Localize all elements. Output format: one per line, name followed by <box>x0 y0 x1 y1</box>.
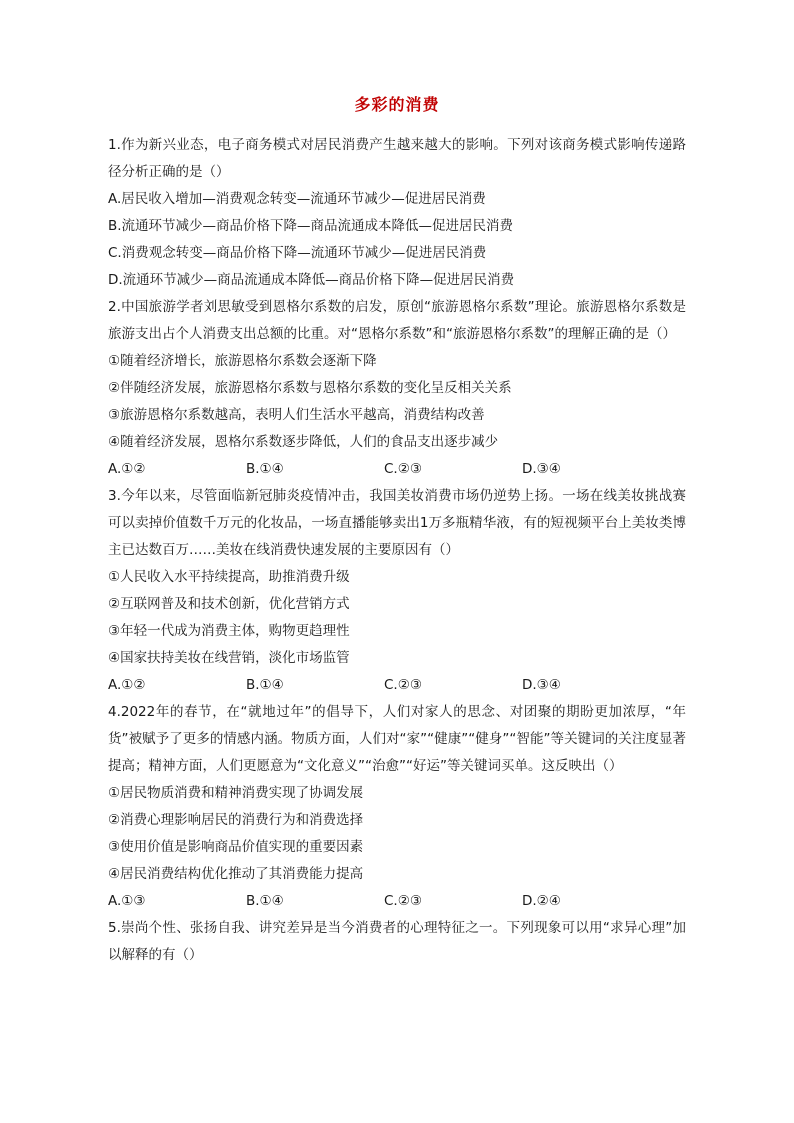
question-stem: 4.2022年的春节，在“就地过年”的倡导下，人们对家人的思念、对团聚的期盼更加浓厚，“年货”被赋予了更多的情感内涵。物质方面，人们对“家”“健康”“健身”“智能”等关键词的关注度显著提高；精神方面，人们更愿意为“文化意义”“治愈”“好运”等关键词买单。这反映出（） <box>108 704 686 774</box>
choice-d: D.③④ <box>522 677 561 693</box>
choice-c: C.②③ <box>384 677 422 693</box>
option-c: C.消费观念转变—商品价格下降—流通环节减少—促进居民消费 <box>108 245 487 261</box>
answer-choices <box>108 888 686 915</box>
question-stem: 2.中国旅游学者刘思敏受到恩格尔系数的启发，原创“旅游恩格尔系数”理论。旅游恩格尔系数是旅游支出占个人消费支出总额的比重。对“恩格尔系数”和“旅游恩格尔系数”的理解正确的是（） <box>108 299 686 342</box>
document-title: 多彩的消费 <box>354 95 440 114</box>
choice-b: B.①④ <box>246 461 284 477</box>
statement-1: ①随着经济增长，旅游恩格尔系数会逐渐下降 <box>108 353 377 369</box>
choice-d: D.②④ <box>522 893 561 909</box>
answer-choices <box>108 456 686 483</box>
question-1 <box>108 132 686 294</box>
question-stem: 5.崇尚个性、张扬自我、讲究差异是当今消费者的心理特征之一。下列现象可以用“求异心理”加以解释的有（） <box>108 920 686 963</box>
statement-2: ②伴随经济发展，旅游恩格尔系数与恩格尔系数的变化呈反相关关系 <box>108 380 512 396</box>
option-d: D.流通环节减少—商品流通成本降低—商品价格下降—促进居民消费 <box>108 272 515 288</box>
statement-3: ③旅游恩格尔系数越高，表明人们生活水平越高，消费结构改善 <box>108 407 485 423</box>
statement-4: ④随着经济发展，恩格尔系数逐步降低，人们的食品支出逐步减少 <box>108 434 499 450</box>
option-a: A.居民收入增加—消费观念转变—流通环节减少—促进居民消费 <box>108 191 486 207</box>
choice-a: A.①③ <box>108 893 146 909</box>
choice-b: B.①④ <box>246 893 284 909</box>
choice-a: A.①② <box>108 677 146 693</box>
choice-c: C.②③ <box>384 461 422 477</box>
answer-choices <box>108 672 686 699</box>
statement-4: ④国家扶持美妆在线营销，淡化市场监管 <box>108 650 350 666</box>
statement-1: ①居民物质消费和精神消费实现了协调发展 <box>108 785 364 801</box>
statement-1: ①人民收入水平持续提高，助推消费升级 <box>108 569 350 585</box>
choice-d: D.③④ <box>522 461 561 477</box>
choice-b: B.①④ <box>246 677 284 693</box>
question-stem: 3.今年以来，尽管面临新冠肺炎疫情冲击，我国美妆消费市场仍逆势上扬。一场在线美妆挑战赛可以卖掉价值数千万元的化妆品，一场直播能够卖出1万多瓶精华液，有的短视频平台上美妆类博主已达数百万……美妆在线消费快速发展的主要原因有（） <box>108 488 686 558</box>
question-2 <box>108 294 686 483</box>
question-4 <box>108 699 686 915</box>
statement-4: ④居民消费结构优化推动了其消费能力提高 <box>108 866 364 882</box>
question-5 <box>108 915 686 969</box>
question-3 <box>108 483 686 699</box>
statement-3: ③使用价值是影响商品价值实现的重要因素 <box>108 839 364 855</box>
statement-3: ③年轻一代成为消费主体，购物更趋理性 <box>108 623 350 639</box>
statement-2: ②互联网普及和技术创新，优化营销方式 <box>108 596 350 612</box>
choice-c: C.②③ <box>384 893 422 909</box>
option-b: B.流通环节减少—商品价格下降—商品流通成本降低—促进居民消费 <box>108 218 514 234</box>
choice-a: A.①② <box>108 461 146 477</box>
question-stem: 1.作为新兴业态，电子商务模式对居民消费产生越来越大的影响。下列对该商务模式影响传递路径分析正确的是（） <box>108 137 686 180</box>
statement-2: ②消费心理影响居民的消费行为和消费选择 <box>108 812 364 828</box>
